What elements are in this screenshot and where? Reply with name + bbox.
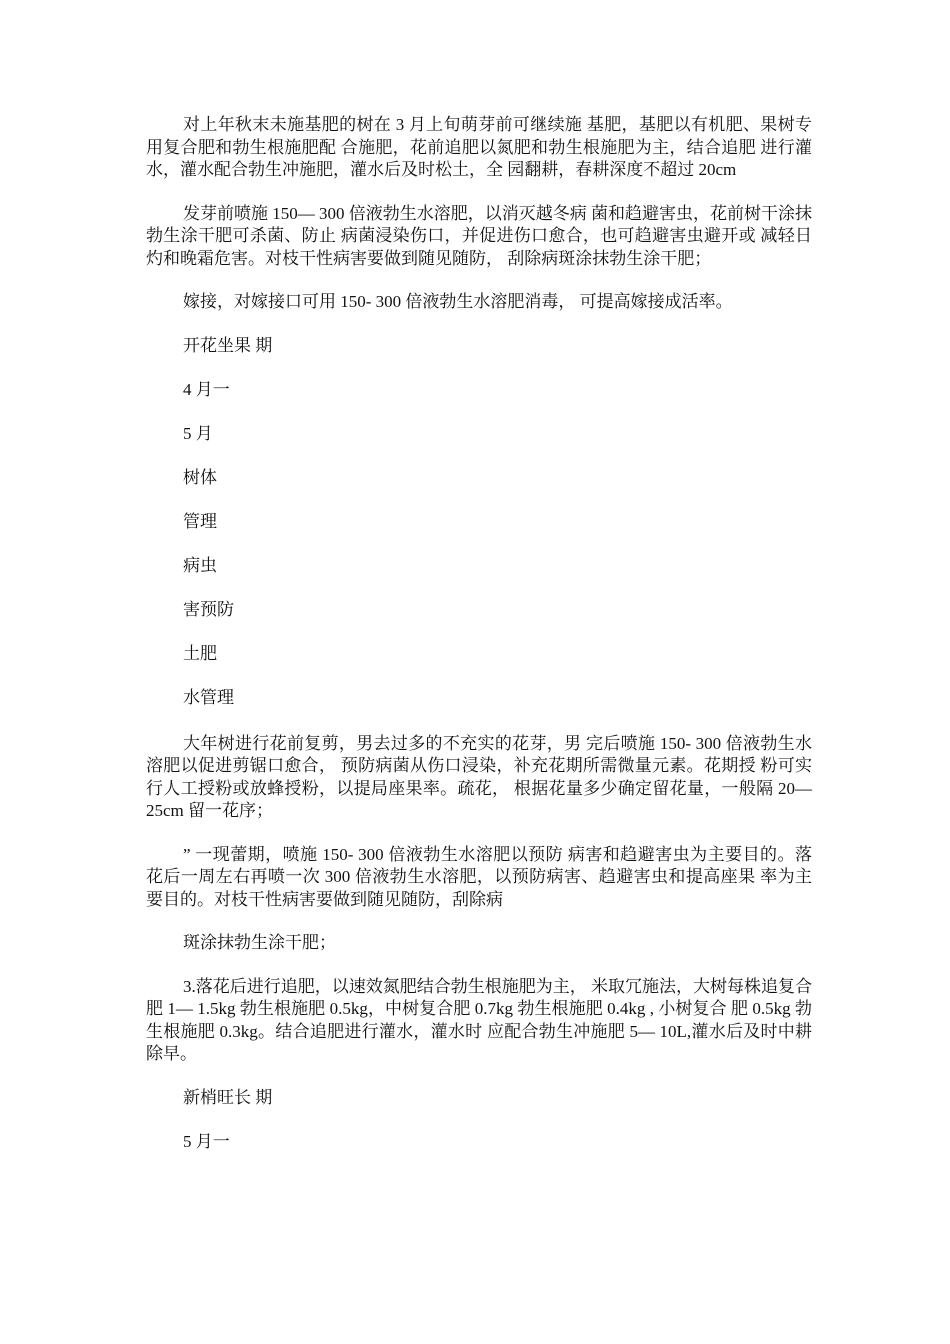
label-april: 4 月一 [183,379,230,399]
paragraph-grafting: 嫁接，对嫁接口可用 150- 300 倍液勃生水溶肥消毒， 可提高嫁接成活率。 [183,292,733,311]
paragraph-apply-dry: 斑涂抹勃生涂干肥； [183,933,336,952]
label-pest: 病虫 [183,555,217,575]
paragraph-pruning: 大年树进行花前复剪，男去过多的不充实的花芽，男 完后喷施 150- 300 倍液勃生水溶肥以促进剪锯口愈合， 预防病菌从伤口浸染，补充花期所需微量元素。花期授 粉可实行人工授粉或放蜂授粉，以提局座果率。疏花， 根据花量多少确定留花量，一般隔 20— 25cm 留一花序； [146,733,812,820]
label-water-management: 水管理 [183,687,234,707]
paragraph-spring-fertilizer: 对上年秋末未施基肥的树在 3 月上旬萌芽前可继续施 基肥，基肥以有机肥、果树专用复合肥和勃生根施肥配 合施肥，花前追肥以氮肥和勃生根施肥为主，结合追肥 进行灌水，灌水配合勃生冲施肥，灌水后及时松土，全 园翻耕，春耕深度不超过 20cm [146,115,812,179]
label-management: 管理 [183,511,217,531]
paragraph-topdressing: 3.落花后进行追肥，以速效氮肥结合勃生根施肥为主， 米取冗施法，大树每株追复合肥 1— 1.5kg 勃生根施肥 0.5kg，中树复合肥 0.7kg 勃生根施肥 0.4kg , 小树复合 肥 0.5kg 勃生根施肥 0.3kg。结合追肥进行灌水，灌水时 应配合勃生冲施肥 5— 10L,灌水后及时中耕除早。 [146,976,812,1063]
label-may-2: 5 月一 [183,1131,230,1151]
paragraph-pre-budding-spray: 发芽前喷施 150— 300 倍液勃生水溶肥，以消灭越冬病 菌和趋避害虫，花前树干涂抹勃生涂干肥可杀菌、防止 病菌浸染伤口，并促进伤口愈合，也可趋避害虫避开或 减轻日灼和晚霜危害。对枝干性病害要做到随见随防， 刮除病斑涂抹勃生涂干肥； [146,203,812,268]
paragraph-budding-spray: ” 一现蕾期，喷施 150- 300 倍液勃生水溶肥以预防 病害和趋避害虫为主要目的。落花后一周左右再喷一次 300 倍液勃生水溶肥，以预防病害、趋避害虫和提高座果 率为主要目的。对枝干性病害要做到随见随防，刮除病 [146,844,812,909]
label-shoot-growth-stage: 新梢旺长 期 [183,1087,273,1107]
label-soil-fertilizer: 土肥 [183,643,217,663]
label-tree: 树体 [183,467,217,487]
label-may: 5 月 [183,423,213,443]
label-flowering-stage: 开花坐果 期 [183,335,273,355]
label-prevention: 害预防 [183,599,234,619]
